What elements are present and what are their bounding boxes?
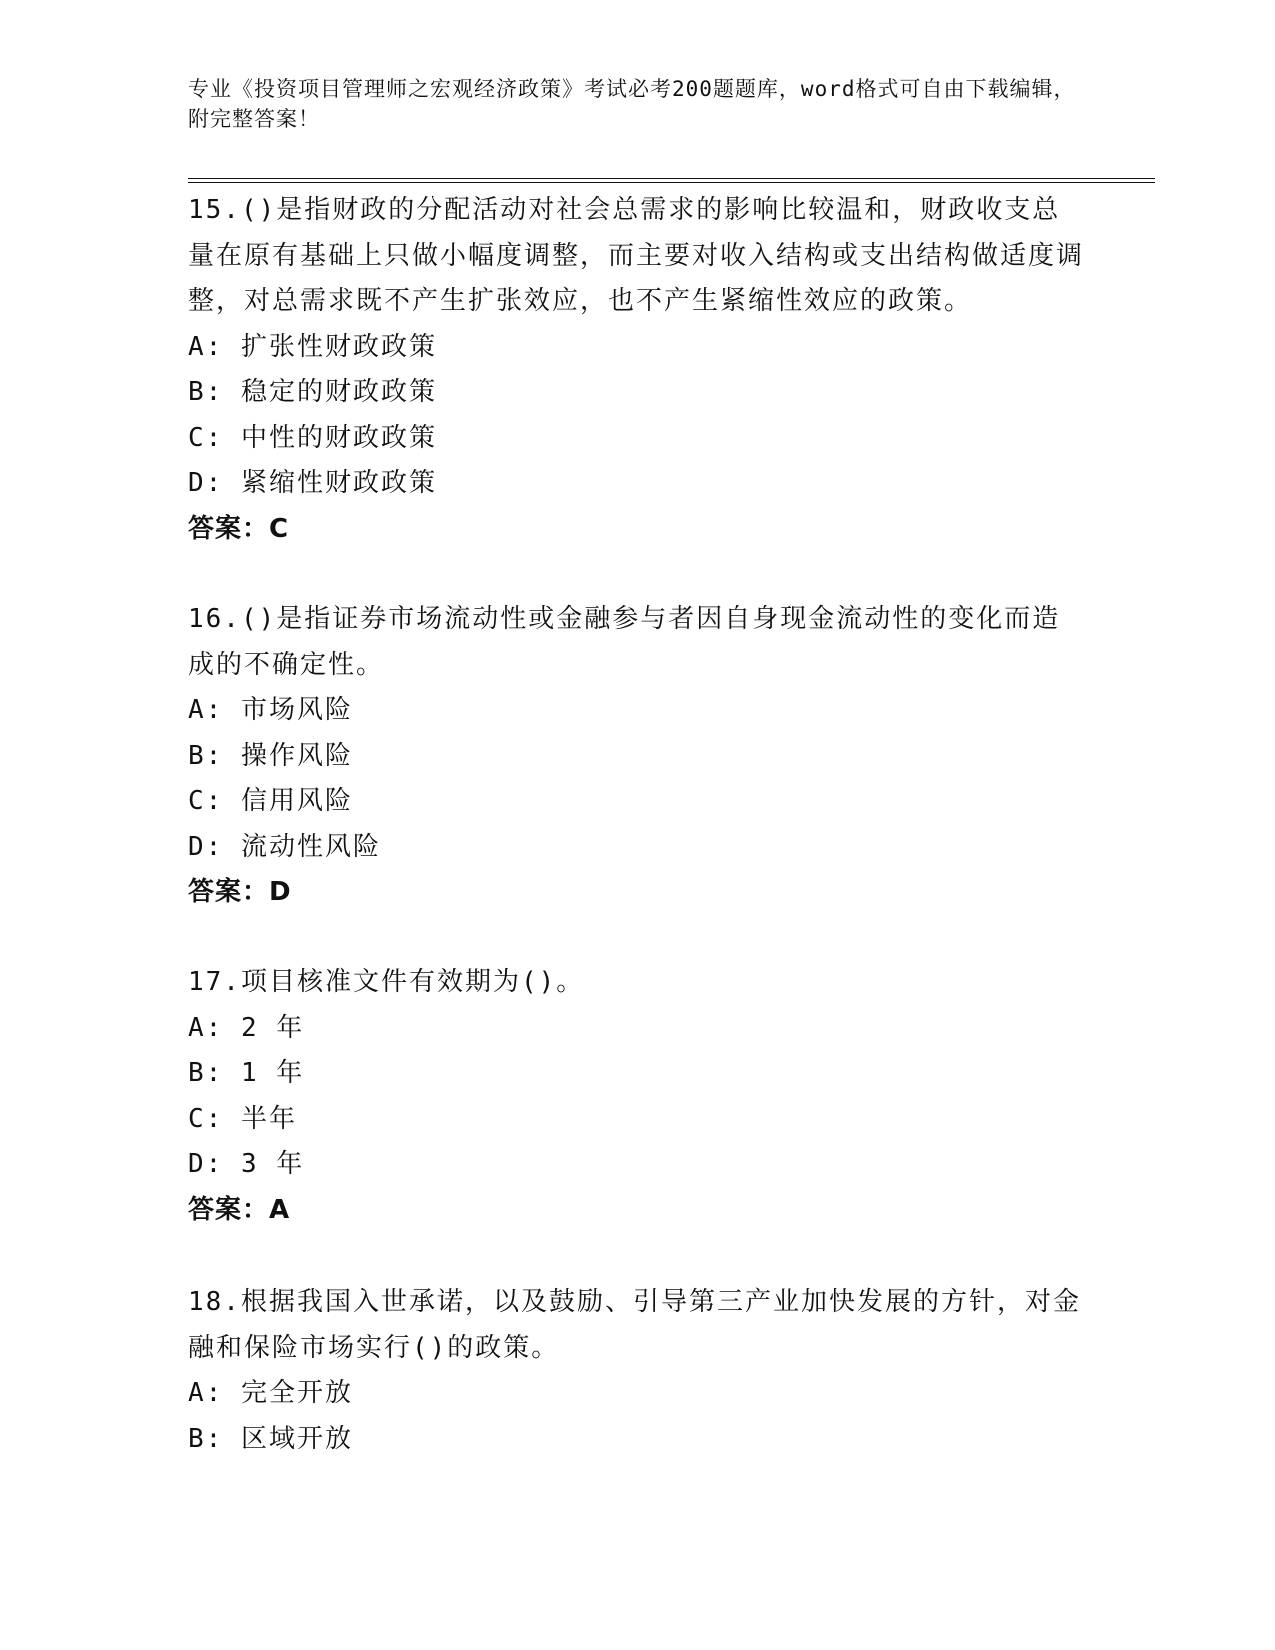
option-b: B: 操作风险 [188, 740, 353, 771]
option-b: B: 1 年 [188, 1058, 305, 1088]
question-stem: 15.()是指财政的分配活动对社会总需求的影响比较温和，财政收支总量在原有基础上只做小幅度调整，而主要对收入结构或支出结构做适度调整，对总需求既不产生扩张效应，也不产生紧缩性效应的政策。 [188, 195, 1085, 316]
question-17 [188, 960, 1088, 1233]
question-15 [188, 188, 1088, 552]
option-b: B: 区域开放 [188, 1423, 353, 1454]
option-a: A: 市场风险 [188, 695, 353, 725]
answer-line: 答案：A [188, 1194, 291, 1225]
option-d: D: 流动性风险 [188, 831, 381, 862]
answer-line: 答案：D [188, 877, 292, 907]
header-divider-top [188, 178, 1155, 179]
option-a: A: 扩张性财政政策 [188, 331, 437, 362]
question-16 [188, 597, 1088, 916]
question-stem: 17.项目核准文件有效期为()。 [188, 967, 585, 997]
option-d: D: 3 年 [188, 1149, 305, 1179]
option-a: A: 2 年 [188, 1012, 305, 1043]
option-c: C: 中性的财政政策 [188, 422, 437, 453]
option-b: B: 稳定的财政政策 [188, 377, 437, 407]
question-stem: 18.根据我国入世承诺，以及鼓励、引导第三产业加快发展的方针，对金融和保险市场实行()的政策。 [188, 1287, 1081, 1363]
answer-line: 答案：C [188, 513, 290, 544]
header-divider-bottom [188, 182, 1155, 183]
option-c: C: 半年 [188, 1103, 297, 1134]
option-d: D: 紧缩性财政政策 [188, 468, 437, 498]
document-header: 专业《投资项目管理师之宏观经济政策》考试必考200题题库，word格式可自由下载编辑，附完整答案！ [188, 77, 1076, 131]
question-stem: 16.()是指证券市场流动性或金融参与者因自身现金流动性的变化而造成的不确定性。 [188, 604, 1061, 680]
question-18 [188, 1280, 1088, 1462]
option-c: C: 信用风险 [188, 786, 353, 816]
option-a: A: 完全开放 [188, 1378, 353, 1408]
